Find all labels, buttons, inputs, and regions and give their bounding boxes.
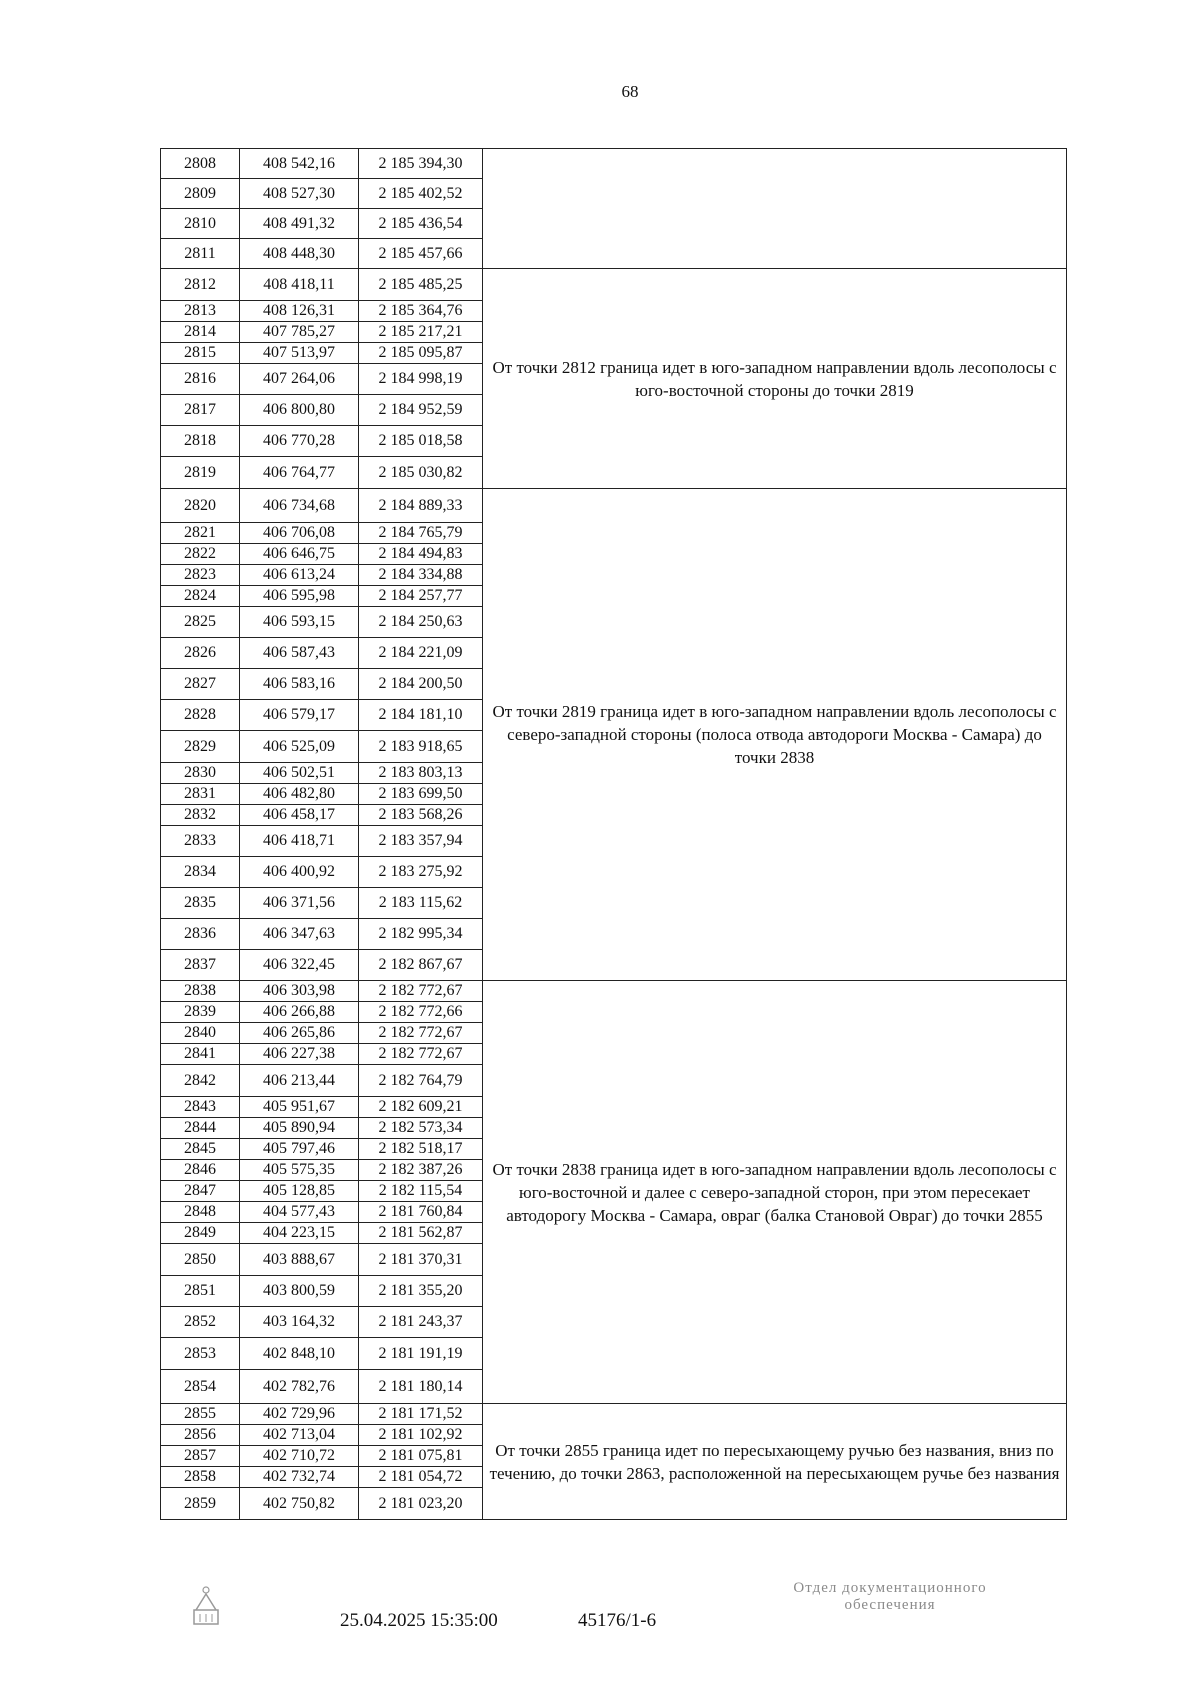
x-coordinate-cell: 406 303,98 xyxy=(240,981,359,1002)
y-coordinate-cell: 2 185 364,76 xyxy=(359,301,483,322)
x-coordinate-cell: 406 371,56 xyxy=(240,888,359,919)
point-number-cell: 2848 xyxy=(161,1202,240,1223)
y-coordinate-cell: 2 184 221,09 xyxy=(359,638,483,669)
x-coordinate-cell: 406 579,17 xyxy=(240,700,359,731)
stamp-line-2: обеспечения xyxy=(844,1597,936,1613)
x-coordinate-cell: 406 322,45 xyxy=(240,950,359,981)
point-number-cell: 2817 xyxy=(161,395,240,426)
x-coordinate-cell: 406 706,08 xyxy=(240,523,359,544)
y-coordinate-cell: 2 184 998,19 xyxy=(359,364,483,395)
point-number-cell: 2843 xyxy=(161,1097,240,1118)
x-coordinate-cell: 408 542,16 xyxy=(240,149,359,179)
x-coordinate-cell: 403 888,67 xyxy=(240,1244,359,1276)
x-coordinate-cell: 406 734,68 xyxy=(240,489,359,523)
x-coordinate-cell: 402 750,82 xyxy=(240,1488,359,1520)
point-number-cell: 2823 xyxy=(161,565,240,586)
boundary-description-cell: От точки 2838 граница идет в юго-западном направлении вдоль лесополосы с юго-восточной и далее с северо-западной сторон, при этом пересекает автодорогу Москва - Самара, овраг (балка Становой Овраг) до точки 2855 xyxy=(483,981,1067,1404)
x-coordinate-cell: 404 577,43 xyxy=(240,1202,359,1223)
x-coordinate-cell: 406 587,43 xyxy=(240,638,359,669)
point-number-cell: 2857 xyxy=(161,1446,240,1467)
x-coordinate-cell: 402 729,96 xyxy=(240,1404,359,1425)
y-coordinate-cell: 2 185 217,21 xyxy=(359,322,483,343)
y-coordinate-cell: 2 182 772,67 xyxy=(359,1023,483,1044)
y-coordinate-cell: 2 183 568,26 xyxy=(359,805,483,826)
point-number-cell: 2830 xyxy=(161,763,240,784)
point-number-cell: 2842 xyxy=(161,1065,240,1097)
point-number-cell: 2851 xyxy=(161,1276,240,1307)
table-row xyxy=(161,489,1067,523)
x-coordinate-cell: 402 732,74 xyxy=(240,1467,359,1488)
table-row xyxy=(161,981,1067,1002)
registration-datetime: 25.04.2025 15:35:00 xyxy=(340,1610,498,1631)
x-coordinate-cell: 406 646,75 xyxy=(240,544,359,565)
x-coordinate-cell: 406 770,28 xyxy=(240,426,359,457)
document-code: 45176/1-6 xyxy=(578,1610,657,1631)
y-coordinate-cell: 2 185 095,87 xyxy=(359,343,483,364)
x-coordinate-cell: 407 264,06 xyxy=(240,364,359,395)
y-coordinate-cell: 2 182 115,54 xyxy=(359,1181,483,1202)
point-number-cell: 2838 xyxy=(161,981,240,1002)
coordinates-table xyxy=(160,148,1067,1520)
point-number-cell: 2837 xyxy=(161,950,240,981)
x-coordinate-cell: 403 164,32 xyxy=(240,1307,359,1338)
x-coordinate-cell: 405 575,35 xyxy=(240,1160,359,1181)
x-coordinate-cell: 408 527,30 xyxy=(240,179,359,209)
y-coordinate-cell: 2 184 334,88 xyxy=(359,565,483,586)
x-coordinate-cell: 406 266,88 xyxy=(240,1002,359,1023)
y-coordinate-cell: 2 181 054,72 xyxy=(359,1467,483,1488)
x-coordinate-cell: 402 782,76 xyxy=(240,1370,359,1404)
x-coordinate-cell: 406 213,44 xyxy=(240,1065,359,1097)
y-coordinate-cell: 2 182 764,79 xyxy=(359,1065,483,1097)
y-coordinate-cell: 2 183 115,62 xyxy=(359,888,483,919)
point-number-cell: 2809 xyxy=(161,179,240,209)
point-number-cell: 2831 xyxy=(161,784,240,805)
y-coordinate-cell: 2 183 699,50 xyxy=(359,784,483,805)
x-coordinate-cell: 403 800,59 xyxy=(240,1276,359,1307)
x-coordinate-cell: 408 126,31 xyxy=(240,301,359,322)
x-coordinate-cell: 402 713,04 xyxy=(240,1425,359,1446)
y-coordinate-cell: 2 181 355,20 xyxy=(359,1276,483,1307)
y-coordinate-cell: 2 185 030,82 xyxy=(359,457,483,489)
stamp-line-1: Отдел документационного xyxy=(793,1580,987,1596)
x-coordinate-cell: 406 764,77 xyxy=(240,457,359,489)
emblem-icon xyxy=(186,1580,226,1630)
point-number-cell: 2816 xyxy=(161,364,240,395)
point-number-cell: 2828 xyxy=(161,700,240,731)
point-number-cell: 2855 xyxy=(161,1404,240,1425)
point-number-cell: 2839 xyxy=(161,1002,240,1023)
y-coordinate-cell: 2 183 803,13 xyxy=(359,763,483,784)
x-coordinate-cell: 406 482,80 xyxy=(240,784,359,805)
point-number-cell: 2833 xyxy=(161,826,240,857)
point-number-cell: 2856 xyxy=(161,1425,240,1446)
x-coordinate-cell: 406 593,15 xyxy=(240,607,359,638)
point-number-cell: 2821 xyxy=(161,523,240,544)
point-number-cell: 2845 xyxy=(161,1139,240,1160)
x-coordinate-cell: 408 448,30 xyxy=(240,239,359,269)
point-number-cell: 2829 xyxy=(161,731,240,763)
y-coordinate-cell: 2 181 171,52 xyxy=(359,1404,483,1425)
x-coordinate-cell: 406 265,86 xyxy=(240,1023,359,1044)
point-number-cell: 2819 xyxy=(161,457,240,489)
y-coordinate-cell: 2 185 394,30 xyxy=(359,149,483,179)
boundary-description-cell xyxy=(483,149,1067,269)
point-number-cell: 2814 xyxy=(161,322,240,343)
point-number-cell: 2810 xyxy=(161,209,240,239)
y-coordinate-cell: 2 182 995,34 xyxy=(359,919,483,950)
point-number-cell: 2834 xyxy=(161,857,240,888)
x-coordinate-cell: 407 513,97 xyxy=(240,343,359,364)
x-coordinate-cell: 408 418,11 xyxy=(240,269,359,301)
point-number-cell: 2847 xyxy=(161,1181,240,1202)
x-coordinate-cell: 408 491,32 xyxy=(240,209,359,239)
y-coordinate-cell: 2 184 494,83 xyxy=(359,544,483,565)
point-number-cell: 2825 xyxy=(161,607,240,638)
point-number-cell: 2826 xyxy=(161,638,240,669)
point-number-cell: 2854 xyxy=(161,1370,240,1404)
x-coordinate-cell: 406 525,09 xyxy=(240,731,359,763)
boundary-description-cell: От точки 2855 граница идет по пересыхающему ручью без названия, вниз по течению, до точки 2863, расположенной на пересыхающем ручье без названия xyxy=(483,1404,1067,1520)
y-coordinate-cell: 2 182 772,66 xyxy=(359,1002,483,1023)
boundary-description-cell: От точки 2819 граница идет в юго-западном направлении вдоль лесополосы с северо-западной стороны (полоса отвода автодороги Москва - Самара) до точки 2838 xyxy=(483,489,1067,981)
x-coordinate-cell: 405 797,46 xyxy=(240,1139,359,1160)
point-number-cell: 2827 xyxy=(161,669,240,700)
point-number-cell: 2859 xyxy=(161,1488,240,1520)
table-row xyxy=(161,1404,1067,1425)
y-coordinate-cell: 2 182 772,67 xyxy=(359,1044,483,1065)
page-number: 68 xyxy=(621,82,639,101)
x-coordinate-cell: 405 890,94 xyxy=(240,1118,359,1139)
y-coordinate-cell: 2 185 436,54 xyxy=(359,209,483,239)
y-coordinate-cell: 2 183 918,65 xyxy=(359,731,483,763)
point-number-cell: 2813 xyxy=(161,301,240,322)
y-coordinate-cell: 2 183 275,92 xyxy=(359,857,483,888)
point-number-cell: 2824 xyxy=(161,586,240,607)
y-coordinate-cell: 2 182 867,67 xyxy=(359,950,483,981)
y-coordinate-cell: 2 182 518,17 xyxy=(359,1139,483,1160)
point-number-cell: 2841 xyxy=(161,1044,240,1065)
x-coordinate-cell: 402 848,10 xyxy=(240,1338,359,1370)
x-coordinate-cell: 406 613,24 xyxy=(240,565,359,586)
point-number-cell: 2852 xyxy=(161,1307,240,1338)
point-number-cell: 2849 xyxy=(161,1223,240,1244)
y-coordinate-cell: 2 182 387,26 xyxy=(359,1160,483,1181)
y-coordinate-cell: 2 183 357,94 xyxy=(359,826,483,857)
y-coordinate-cell: 2 184 889,33 xyxy=(359,489,483,523)
point-number-cell: 2815 xyxy=(161,343,240,364)
y-coordinate-cell: 2 184 765,79 xyxy=(359,523,483,544)
x-coordinate-cell: 406 347,63 xyxy=(240,919,359,950)
point-number-cell: 2858 xyxy=(161,1467,240,1488)
y-coordinate-cell: 2 185 457,66 xyxy=(359,239,483,269)
point-number-cell: 2835 xyxy=(161,888,240,919)
point-number-cell: 2832 xyxy=(161,805,240,826)
point-number-cell: 2820 xyxy=(161,489,240,523)
y-coordinate-cell: 2 182 772,67 xyxy=(359,981,483,1002)
department-stamp xyxy=(755,1580,1025,1614)
boundary-description-cell: От точки 2812 граница идет в юго-западном направлении вдоль лесополосы с юго-восточной стороны до точки 2819 xyxy=(483,269,1067,489)
y-coordinate-cell: 2 184 181,10 xyxy=(359,700,483,731)
point-number-cell: 2853 xyxy=(161,1338,240,1370)
point-number-cell: 2811 xyxy=(161,239,240,269)
point-number-cell: 2844 xyxy=(161,1118,240,1139)
table-row xyxy=(161,149,1067,179)
point-number-cell: 2808 xyxy=(161,149,240,179)
x-coordinate-cell: 406 400,92 xyxy=(240,857,359,888)
point-number-cell: 2850 xyxy=(161,1244,240,1276)
y-coordinate-cell: 2 181 023,20 xyxy=(359,1488,483,1520)
y-coordinate-cell: 2 185 402,52 xyxy=(359,179,483,209)
x-coordinate-cell: 406 458,17 xyxy=(240,805,359,826)
y-coordinate-cell: 2 182 609,21 xyxy=(359,1097,483,1118)
y-coordinate-cell: 2 181 760,84 xyxy=(359,1202,483,1223)
y-coordinate-cell: 2 181 370,31 xyxy=(359,1244,483,1276)
x-coordinate-cell: 407 785,27 xyxy=(240,322,359,343)
y-coordinate-cell: 2 181 191,19 xyxy=(359,1338,483,1370)
y-coordinate-cell: 2 184 257,77 xyxy=(359,586,483,607)
point-number-cell: 2846 xyxy=(161,1160,240,1181)
x-coordinate-cell: 404 223,15 xyxy=(240,1223,359,1244)
y-coordinate-cell: 2 184 952,59 xyxy=(359,395,483,426)
y-coordinate-cell: 2 185 018,58 xyxy=(359,426,483,457)
point-number-cell: 2836 xyxy=(161,919,240,950)
y-coordinate-cell: 2 181 075,81 xyxy=(359,1446,483,1467)
x-coordinate-cell: 406 227,38 xyxy=(240,1044,359,1065)
y-coordinate-cell: 2 184 250,63 xyxy=(359,607,483,638)
x-coordinate-cell: 406 800,80 xyxy=(240,395,359,426)
x-coordinate-cell: 406 418,71 xyxy=(240,826,359,857)
x-coordinate-cell: 406 583,16 xyxy=(240,669,359,700)
x-coordinate-cell: 406 595,98 xyxy=(240,586,359,607)
x-coordinate-cell: 405 951,67 xyxy=(240,1097,359,1118)
table-row xyxy=(161,269,1067,301)
point-number-cell: 2840 xyxy=(161,1023,240,1044)
y-coordinate-cell: 2 184 200,50 xyxy=(359,669,483,700)
y-coordinate-cell: 2 181 102,92 xyxy=(359,1425,483,1446)
x-coordinate-cell: 406 502,51 xyxy=(240,763,359,784)
y-coordinate-cell: 2 181 243,37 xyxy=(359,1307,483,1338)
point-number-cell: 2818 xyxy=(161,426,240,457)
y-coordinate-cell: 2 181 562,87 xyxy=(359,1223,483,1244)
y-coordinate-cell: 2 182 573,34 xyxy=(359,1118,483,1139)
x-coordinate-cell: 402 710,72 xyxy=(240,1446,359,1467)
x-coordinate-cell: 405 128,85 xyxy=(240,1181,359,1202)
point-number-cell: 2812 xyxy=(161,269,240,301)
point-number-cell: 2822 xyxy=(161,544,240,565)
y-coordinate-cell: 2 181 180,14 xyxy=(359,1370,483,1404)
y-coordinate-cell: 2 185 485,25 xyxy=(359,269,483,301)
